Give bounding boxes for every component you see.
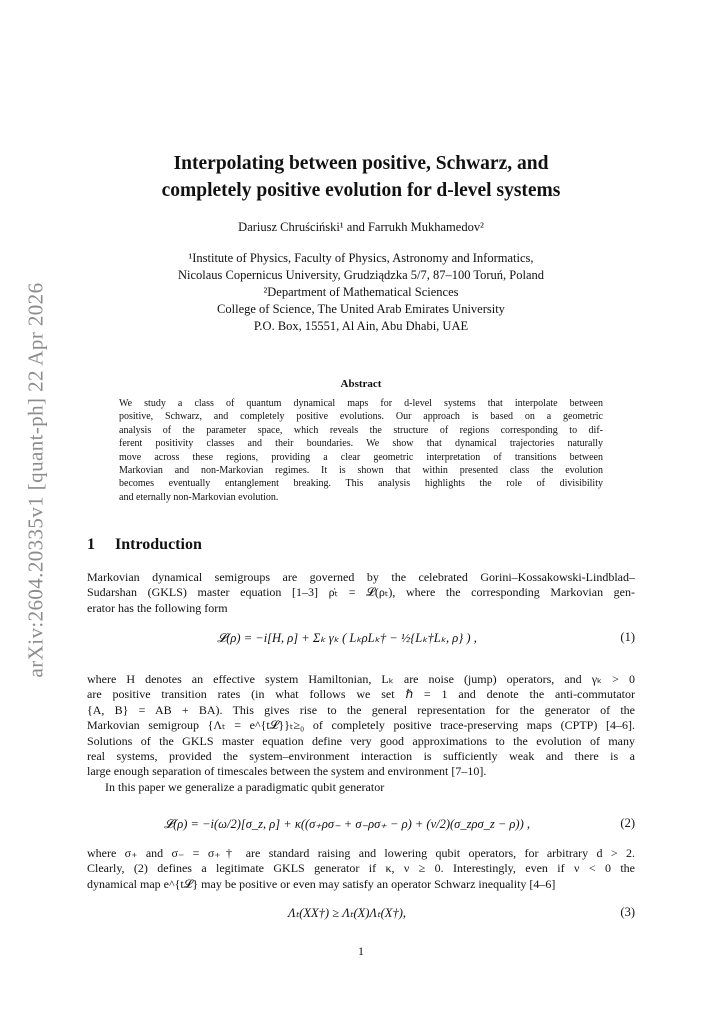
section-heading-introduction bbox=[87, 536, 202, 554]
text-line: erator has the following form bbox=[87, 600, 228, 615]
paragraph-gkls-intro bbox=[87, 570, 635, 616]
affiliation-line: P.O. Box, 15551, Al Ain, Abu Dhabi, UAE bbox=[253, 319, 469, 333]
equation-number: (2) bbox=[620, 816, 635, 830]
text-line: Sudarshan (GKLS) master equation [1–3] ρ̇ₜ = 𝓛(ρₜ), where the corresponding Markovian gen- bbox=[87, 585, 635, 600]
text-line: Markovian dynamical semigroups are governed by the celebrated Gorini–Kossakowski-Lindblad– bbox=[87, 570, 635, 584]
arxiv-identifier: arXiv:2604.20335v1 [quant-ph] 22 Apr 2026 bbox=[23, 282, 48, 678]
section-title: Introduction bbox=[115, 536, 202, 553]
equation-expression: 𝓛(ρ) = −i(ω/2)[σ_z, ρ] + κ((σ₊ρσ₋ + σ₋ρσ₊ − ρ) + (ν/2)(σ_zρσ_z − ρ)) , bbox=[164, 817, 530, 831]
abstract-line: becomes eventually entanglement breaking. This analysis highlights the role of divisibility bbox=[119, 478, 603, 490]
text-line: real systems, provided the system–environment interaction is sufficiently weak and there is a bbox=[87, 749, 635, 764]
arxiv-sidebar-stamp bbox=[14, 280, 58, 680]
text-line: dynamical map e^{t𝓛} may be positive or even may satisfy an operator Schwarz inequality [4–6] bbox=[87, 876, 556, 891]
equation-expression: 𝓛(ρ) = −i[H, ρ] + Σₖ γₖ ( LₖρLₖ† − ½{Lₖ†Lₖ, ρ} ) , bbox=[217, 631, 477, 645]
abstract-heading: Abstract bbox=[340, 378, 382, 390]
affiliation-line: ²Department of Mathematical Sciences bbox=[263, 285, 459, 299]
abstract-line: and eternally non-Markovian evolution. bbox=[119, 491, 279, 503]
text-line: Clearly, (2) defines a legitimate GKLS generator if κ, ν ≥ 0. Interestingly, even if ν < 0 the bbox=[87, 861, 635, 876]
title-line: completely positive evolution for d-level systems bbox=[161, 180, 561, 201]
text-line: are positive transition rates (in what follows we set ℏ = 1 and denote the anti-commutator bbox=[87, 687, 635, 702]
text-line: Markovian semigroup {Λₜ = e^{t𝓛}}ₜ≥₀ of completely positive trace-preserving maps (CPTP) [4–6]. bbox=[87, 718, 635, 733]
equation-number: (1) bbox=[620, 630, 635, 644]
author-list: Dariusz Chruściński¹ and Farrukh Mukhamedov² bbox=[238, 220, 484, 234]
abstract-body bbox=[119, 397, 603, 504]
equation-expression: Λₜ(XX†) ≥ Λₜ(X)Λₜ(X†), bbox=[288, 906, 406, 920]
text-line: {A, B} = AB + BA). This gives rise to the general representation for the generator of the bbox=[87, 702, 635, 717]
equation-number: (3) bbox=[620, 905, 635, 919]
paper-title bbox=[87, 150, 635, 204]
affiliation-line: College of Science, The United Arab Emirates University bbox=[217, 302, 505, 316]
affiliation-line: ¹Institute of Physics, Faculty of Physics, Astronomy and Informatics, bbox=[188, 251, 534, 265]
abstract-line: We study a class of quantum dynamical maps for d-level systems that interpolate between bbox=[119, 398, 603, 409]
abstract-line: Markovian and non-Markovian regimes. It is shown that within presented class the evolution bbox=[119, 465, 603, 477]
text-line: where H denotes an effective system Hamiltonian, Lₖ are noise (jump) operators, and γₖ > 0 bbox=[87, 672, 635, 686]
text-line: where σ₊ and σ₋ = σ₊† are standard raising and lowering qubit operators, for arbitrary d > 2. bbox=[87, 846, 635, 860]
page-number: 1 bbox=[358, 944, 364, 958]
abstract-line: move across these regions, providing a clear geometric interpretation of transitions between bbox=[119, 451, 603, 463]
abstract-line: ferent positivity classes and their boundaries. We show that dynamical trajectories naturally bbox=[119, 438, 603, 450]
section-number: 1 bbox=[87, 536, 95, 553]
text-line: large enough separation of timescales between the system and environment [7–10]. bbox=[87, 764, 487, 779]
title-line: Interpolating between positive, Schwarz, and bbox=[173, 153, 549, 174]
paragraph-qubit-generator bbox=[87, 846, 635, 892]
text-line: Solutions of the GKLS master equation define very good approximations to the evolution of many bbox=[87, 733, 635, 748]
affiliation-line: Nicolaus Copernicus University, Grudziądzka 5/7, 87–100 Toruń, Poland bbox=[177, 268, 545, 282]
affiliations bbox=[87, 250, 635, 335]
abstract-line: positive, Schwarz, and completely positive evolutions. Our approach is based on a geometric bbox=[119, 411, 603, 423]
text-line: In this paper we generalize a paradigmatic qubit generator bbox=[105, 779, 385, 794]
abstract-line: analysis of the parameter space, which reveals the structure of regions corresponding to dif- bbox=[119, 424, 603, 436]
paragraph-gkls-details bbox=[87, 672, 635, 795]
